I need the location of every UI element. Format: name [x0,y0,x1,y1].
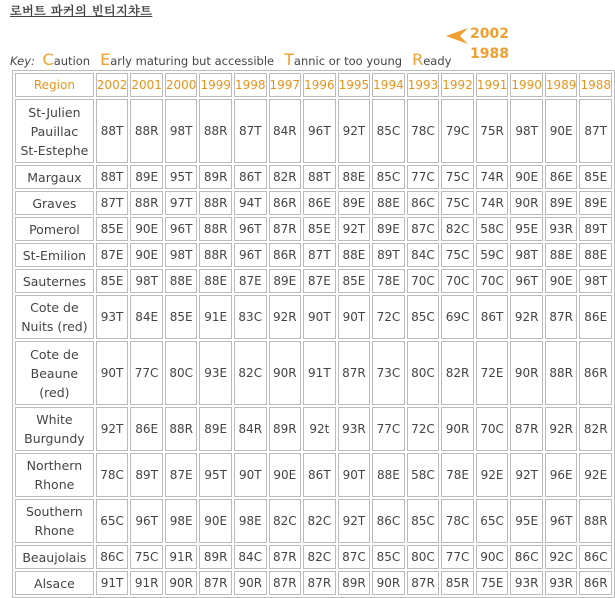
rating-cell: 86C [372,499,405,543]
rating-cell: 85R [441,571,474,595]
rating-cell: 86R [269,243,302,267]
region-name-line: Margaux [27,169,82,185]
table-row [15,407,612,451]
rating-cell: 88E [545,243,578,267]
rating-cell: 90E [545,99,578,163]
rating-cell: 87R [269,217,302,241]
table-row [15,295,612,339]
rating-cell: 82C [441,217,474,241]
year-column-header: 2002 [96,73,129,97]
rating-cell: 58C [407,453,440,497]
rating-cell: 86R [269,191,302,215]
rating-cell: 83C [234,295,267,339]
rating-cell: 90E [130,217,163,241]
rating-cell: 85E [303,217,336,241]
rating-cell: 80C [407,545,440,569]
legend [10,50,461,69]
region-name-line: Pauillac [30,123,79,139]
rating-cell: 85C [407,295,440,339]
rating-cell: 96T [234,217,267,241]
rating-cell: 80C [407,341,440,405]
region-cell [15,165,94,189]
year-column-header: 2000 [165,73,198,97]
rating-cell: 93R [545,217,578,241]
rating-cell: 88R [130,191,163,215]
legend-item [412,50,452,69]
rating-cell: 85E [96,269,129,293]
rating-cell: 87E [96,243,129,267]
rating-cell: 92T [510,453,543,497]
table-row [15,571,612,595]
rating-cell: 84C [407,243,440,267]
rating-cell: 89E [199,407,232,451]
rating-cell: 82C [303,499,336,543]
region-name-line: St-Julien [28,104,81,120]
region-column-header: Region [15,73,94,97]
rating-cell: 86E [545,165,578,189]
rating-cell: 87R [407,571,440,595]
table-row [15,191,612,215]
rating-cell: 98T [165,243,198,267]
rating-cell: 90R [269,341,302,405]
year-range-from: 2002 [470,26,509,42]
rating-cell: 89R [199,165,232,189]
rating-cell: 86C [510,545,543,569]
rating-cell: 85E [165,295,198,339]
rating-cell: 72C [372,295,405,339]
rating-cell: 97T [165,191,198,215]
rating-cell: 96T [234,243,267,267]
rating-cell: 88R [199,217,232,241]
rating-cell: 65C [476,499,509,543]
table-row [15,165,612,189]
rating-cell: 90R [510,341,543,405]
rating-cell: 96E [545,453,578,497]
rating-cell: 96T [303,99,336,163]
rating-cell: 85C [372,545,405,569]
rating-cell: 90R [441,407,474,451]
region-name-line: Southern [25,504,83,519]
rating-cell: 87E [303,269,336,293]
legend-item-text: aution [53,54,91,68]
region-name-line: Rhone [34,523,75,538]
arrow-left-icon [446,28,468,44]
rating-cell: 87R [545,295,578,339]
rating-cell: 75C [130,545,163,569]
rating-cell: 70C [407,269,440,293]
region-name-line: Alsace [34,575,75,591]
table-row [15,341,612,405]
rating-cell: 86T [234,165,267,189]
legend-item [100,50,275,69]
rating-cell: 92R [545,407,578,451]
region-cell [15,99,94,163]
rating-cell: 87T [96,191,129,215]
rating-cell: 59C [476,243,509,267]
table-row [15,269,612,293]
rating-cell: 70C [441,269,474,293]
rating-cell: 75C [441,191,474,215]
rating-cell: 87T [303,243,336,267]
rating-cell: 86E [579,295,612,339]
rating-cell: 94T [234,191,267,215]
rating-cell: 92C [545,545,578,569]
rating-cell: 92R [510,295,543,339]
region-name-line: St-Estephe [20,142,89,158]
rating-cell: 82C [269,499,302,543]
rating-cell: 72C [407,407,440,451]
rating-cell: 89E [269,269,302,293]
rating-cell: 85C [372,165,405,189]
rating-cell: 84C [234,545,267,569]
region-cell [15,217,94,241]
rating-cell: 79C [441,99,474,163]
region-name-line: Burgundy [24,431,85,446]
rating-cell: 93E [199,341,232,405]
rating-cell: 88E [372,453,405,497]
legend-item-text: arly maturing but accessible [110,54,275,68]
region-cell [15,499,94,543]
year-column-header: 1995 [338,73,371,97]
rating-cell: 90T [303,295,336,339]
rating-cell: 92t [303,407,336,451]
rating-cell: 92E [476,453,509,497]
rating-cell: 89R [269,407,302,451]
table-row [15,499,612,543]
rating-cell: 93R [510,571,543,595]
region-name-line: Beaune [30,365,79,381]
year-column-header: 1996 [303,73,336,97]
rating-cell: 58C [476,217,509,241]
region-cell [15,407,94,451]
rating-cell: 86T [476,295,509,339]
rating-cell: 87E [234,269,267,293]
rating-cell: 98T [510,99,543,163]
rating-cell: 90R [234,571,267,595]
rating-cell: 93T [96,295,129,339]
rating-cell: 89E [545,191,578,215]
rating-cell: 93R [545,571,578,595]
rating-cell: 85E [579,165,612,189]
rating-cell: 90E [510,165,543,189]
region-cell [15,269,94,293]
rating-cell: 86R [579,571,612,595]
region-name-line: Rhone [34,477,75,492]
rating-cell: 88E [338,243,371,267]
rating-cell: 92R [269,295,302,339]
rating-cell: 70C [476,407,509,451]
rating-cell: 75C [441,165,474,189]
rating-cell: 89E [372,217,405,241]
rating-cell: 89T [372,243,405,267]
rating-cell: 87T [579,99,612,163]
rating-cell: 87R [338,341,371,405]
region-name-line: (red) [39,384,70,400]
page-title: 로버트 파커의 빈티지챠트 [10,4,153,18]
rating-cell: 89T [579,217,612,241]
rating-cell: 90E [130,243,163,267]
region-name-line: Graves [32,195,77,211]
rating-cell: 90T [338,453,371,497]
rating-cell: 82C [234,341,267,405]
rating-cell: 92E [579,453,612,497]
rating-cell: 87C [338,545,371,569]
rating-cell: 95T [199,453,232,497]
rating-cell: 96T [510,269,543,293]
legend-key-label: Key: [10,54,35,68]
rating-cell: 77C [407,165,440,189]
rating-cell: 88R [545,341,578,405]
region-name-line: Northern [26,458,83,473]
rating-cell: 87E [165,453,198,497]
legend-item-initial: C [42,50,54,69]
rating-cell: 96T [165,217,198,241]
rating-cell: 98T [510,243,543,267]
rating-cell: 89E [338,191,371,215]
legend-item-initial: R [412,50,424,69]
rating-cell: 90E [199,499,232,543]
region-cell [15,341,94,405]
rating-cell: 82R [579,407,612,451]
rating-cell: 92T [338,217,371,241]
rating-cell: 92T [96,407,129,451]
rating-cell: 95E [510,499,543,543]
table-row [15,99,612,163]
year-column-header: 1990 [510,73,543,97]
rating-cell: 80C [165,341,198,405]
rating-cell: 90R [372,571,405,595]
rating-cell: 87R [303,571,336,595]
rating-cell: 98E [165,499,198,543]
region-name-line: Cote de [30,300,79,315]
rating-cell: 72E [476,341,509,405]
rating-cell: 92T [338,499,371,543]
rating-cell: 86C [407,191,440,215]
region-name-line: Nuits (red) [21,319,88,334]
rating-cell: 87R [510,407,543,451]
rating-cell: 84R [269,99,302,163]
rating-cell: 87R [269,571,302,595]
rating-cell: 86C [579,545,612,569]
year-column-header: 1999 [199,73,232,97]
region-cell [15,191,94,215]
year-column-header: 1991 [476,73,509,97]
rating-cell: 85E [338,269,371,293]
year-column-header: 2001 [130,73,163,97]
rating-cell: 78C [96,453,129,497]
year-column-header: 1989 [545,73,578,97]
rating-cell: 82R [269,165,302,189]
rating-cell: 87R [199,571,232,595]
rating-cell: 78E [372,269,405,293]
rating-cell: 88R [165,407,198,451]
rating-cell: 96T [130,499,163,543]
rating-cell: 88E [338,165,371,189]
legend-item-text: eady [423,54,452,68]
rating-cell: 89T [130,453,163,497]
legend-item [284,50,403,69]
region-name-line: Beaujolais [22,549,87,565]
rating-cell: 88T [96,99,129,163]
rating-cell: 98T [165,99,198,163]
table-row [15,545,612,569]
region-name-line: Pomerol [29,221,80,237]
legend-item-initial: T [284,50,294,69]
rating-cell: 88E [199,269,232,293]
rating-cell: 78C [407,99,440,163]
rating-cell: 95T [165,165,198,189]
rating-cell: 82R [441,341,474,405]
rating-cell: 77C [130,341,163,405]
rating-cell: 86T [303,453,336,497]
rating-cell: 78E [441,453,474,497]
rating-cell: 75E [476,571,509,595]
rating-cell: 85C [407,499,440,543]
year-range-to: 1988 [470,46,509,62]
region-cell [15,295,94,339]
rating-cell: 86E [130,407,163,451]
rating-cell: 98T [130,269,163,293]
rating-cell: 91T [303,341,336,405]
rating-cell: 87R [269,545,302,569]
rating-cell: 77C [372,407,405,451]
rating-cell: 88R [199,243,232,267]
rating-cell: 98T [579,269,612,293]
rating-cell: 91E [199,295,232,339]
table-row [15,217,612,241]
rating-cell: 88T [96,165,129,189]
rating-cell: 75C [441,243,474,267]
legend-item [42,50,91,69]
year-column-header: 1994 [372,73,405,97]
rating-cell: 88R [199,191,232,215]
rating-cell: 74R [476,191,509,215]
rating-cell: 89R [338,571,371,595]
rating-cell: 91T [96,571,129,595]
year-column-header: 1993 [407,73,440,97]
rating-cell: 90T [338,295,371,339]
rating-cell: 86E [303,191,336,215]
year-column-header: 1997 [269,73,302,97]
rating-cell: 84E [130,295,163,339]
rating-cell: 93R [338,407,371,451]
rating-cell: 88E [579,243,612,267]
rating-cell: 75R [476,99,509,163]
year-column-header: 1998 [234,73,267,97]
rating-cell: 91R [165,545,198,569]
rating-cell: 85C [372,99,405,163]
region-name-line: Cote de [30,346,79,362]
rating-cell: 65C [96,499,129,543]
region-cell [15,453,94,497]
rating-cell: 70C [476,269,509,293]
rating-cell: 86R [579,341,612,405]
rating-cell: 84R [234,407,267,451]
rating-cell: 91R [130,571,163,595]
region-name-line: White [36,412,73,427]
rating-cell: 90R [165,571,198,595]
rating-cell: 90C [476,545,509,569]
region-cell [15,571,94,595]
rating-cell: 89E [579,191,612,215]
rating-cell: 88R [130,99,163,163]
rating-cell: 87C [407,217,440,241]
table-row [15,243,612,267]
rating-cell: 92T [338,99,371,163]
rating-cell: 88E [372,191,405,215]
rating-cell: 95E [510,217,543,241]
rating-cell: 90R [510,191,543,215]
rating-cell: 89E [130,165,163,189]
rating-cell: 96T [545,499,578,543]
rating-cell: 90E [269,453,302,497]
rating-cell: 78C [441,499,474,543]
rating-cell: 88R [579,499,612,543]
rating-cell: 90T [96,341,129,405]
legend-item-text: annic or too young [293,54,403,68]
region-cell [15,243,94,267]
rating-cell: 69C [441,295,474,339]
rating-cell: 88T [303,165,336,189]
rating-cell: 77C [441,545,474,569]
rating-cell: 89R [199,545,232,569]
vintage-chart-table [12,70,615,598]
rating-cell: 90T [234,453,267,497]
rating-cell: 82C [303,545,336,569]
rating-cell: 86C [96,545,129,569]
region-cell [15,545,94,569]
rating-cell: 88E [165,269,198,293]
rating-cell: 87T [234,99,267,163]
region-name-line: Sauternes [22,273,86,289]
table-row [15,453,612,497]
legend-item-initial: E [100,50,111,69]
rating-cell: 85E [96,217,129,241]
year-column-header: 1992 [441,73,474,97]
year-column-header: 1988 [579,73,612,97]
rating-cell: 74R [476,165,509,189]
rating-cell: 88R [199,99,232,163]
rating-cell: 98E [234,499,267,543]
rating-cell: 73C [372,341,405,405]
rating-cell: 90E [545,269,578,293]
region-name-line: St-Emilion [22,247,87,263]
